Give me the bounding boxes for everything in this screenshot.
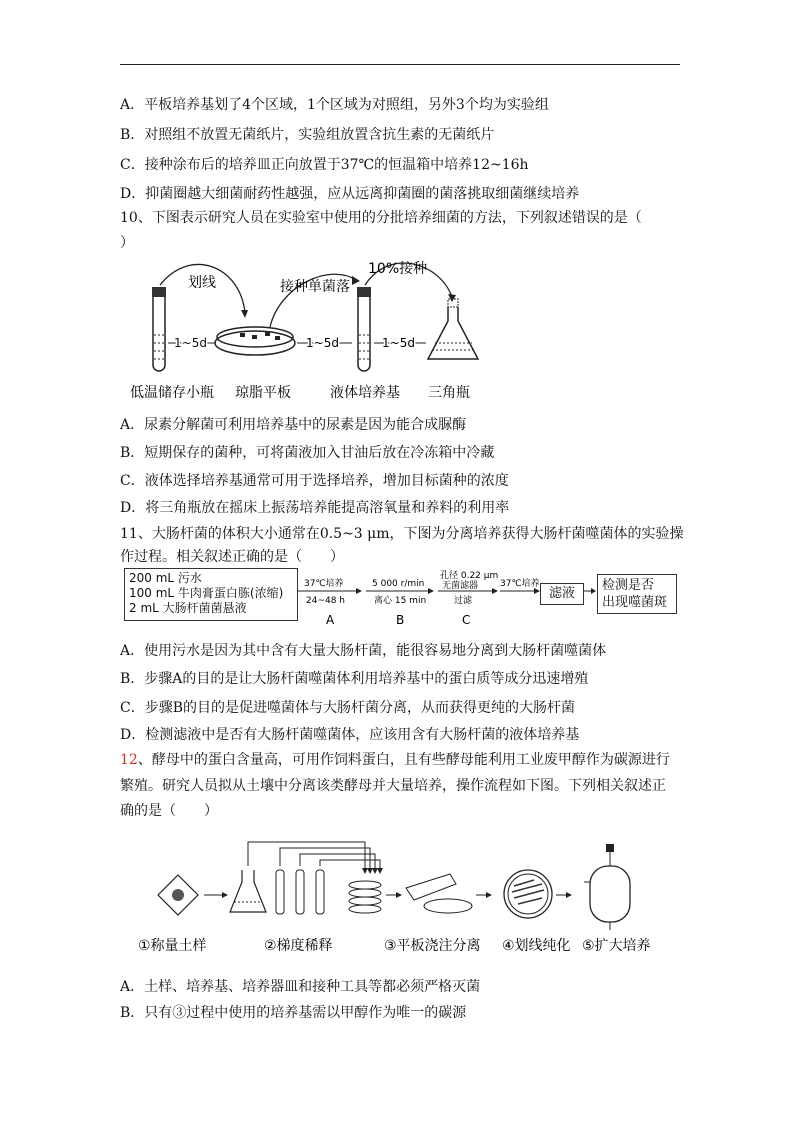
q11-stem-line1: 11、大肠杆菌的体积大小通常在0.5~3 μm，下图为分离培养获得大肠杆菌噬菌体的实验操 [120, 526, 684, 542]
q12-figure [130, 830, 690, 960]
step1-label: ①称量土样 [138, 938, 207, 954]
pour-plate-icon [406, 874, 472, 913]
q11-option-c: C．步骤B的目的是促进噬菌体与大肠杆菌分离，从而获得更纯的大肠杆菌 [120, 700, 575, 716]
agar-plate [215, 327, 295, 355]
storage-vial [152, 287, 166, 371]
q11-option-d: D．检测滤液中是否有大肠杆菌噬菌体，应该用含有大肠杆菌的液体培养基 [120, 727, 580, 743]
fermenter-icon [584, 844, 630, 930]
header-rule [120, 64, 680, 65]
stepC-label: C [462, 613, 471, 627]
streak-plate-icon [504, 870, 552, 918]
label-ten-percent: 10%接种 [368, 261, 428, 277]
step5-label: ⑤扩大培养 [582, 938, 651, 954]
stepD-top: 37℃培养 [500, 579, 540, 589]
q10-option-a: A．尿素分解菌可利用培养基中的尿素是因为能合成脲酶 [120, 417, 467, 433]
q9-option-b: B．对照组不放置无菌纸片，实验组放置含抗生素的无菌纸片 [120, 127, 495, 143]
stepA-bottom: 24~48 h [306, 596, 346, 606]
interval-3: 1~5d [382, 336, 415, 350]
q10-stem-line1: 10、下图表示研究人员在实验室中使用的分批培养细菌的方法，下列叙述错误的是（ [120, 210, 642, 226]
caption-storage: 低温储存小瓶 [130, 385, 214, 401]
q10-stem-line2: ） [120, 235, 134, 251]
q9-option-a: A．平板培养基划了4个区域，1个区域为对照组，另外3个均为实验组 [120, 97, 549, 113]
plate-stack-icon [349, 881, 381, 913]
interval-1: 1~5d [174, 336, 207, 350]
step2-label: ②梯度稀释 [264, 938, 333, 954]
q11-option-b: B．步骤A的目的是让大肠杆菌噬菌体利用培养基中的蛋白质等成分迅速增殖 [120, 671, 589, 687]
caption-plate: 琼脂平板 [235, 385, 291, 401]
box1-line2: 100 mL 牛肉膏蛋白胨(浓缩) [129, 586, 284, 600]
box3-line2: 出现噬菌斑 [602, 595, 668, 610]
liquid-tube [357, 287, 371, 371]
q12-option-b: B．只有③过程中使用的培养基需以甲醇作为唯一的碳源 [120, 1005, 467, 1021]
stepB-label: B [396, 613, 405, 627]
stepC-top: 孔径 0.22 μm [440, 571, 499, 581]
q12-stem-line1 [120, 749, 670, 769]
stepA-label: A [326, 613, 335, 627]
q11-input-box [124, 568, 298, 621]
stepC-mid: 无菌滤器 [442, 581, 479, 591]
q10-option-d: D．将三角瓶放在摇床上振荡培养能提高溶氧量和养料的利用率 [120, 500, 510, 516]
stepB-top: 5 000 r/min [372, 579, 425, 589]
box3-line1: 检测是否 [602, 578, 655, 593]
q10-option-c: C．液体选择培养基通常可用于选择培养，增加目标菌种的浓度 [120, 473, 509, 489]
q11-option-a: A．使用污水是因为其中含有大量大肠杆菌，能很容易地分离到大肠杆菌噬菌体 [120, 643, 607, 659]
q11-stem-line2: 作过程。相关叙述正确的是（ ） [120, 549, 344, 565]
q11-arrow-final [583, 584, 597, 598]
box1-line3: 2 mL 大肠杆菌菌悬液 [129, 601, 247, 615]
q12-stem-rest: 、酵母中的蛋白含量高，可用作饲料蛋白，且有些酵母能利用工业废甲醇作为碳源进行 [137, 752, 670, 768]
stepB-bottom: 离心 15 min [374, 596, 427, 606]
q12-stem-line2: 繁殖。研究人员拟从土壤中分离该类酵母并大量培养，操作流程如下图。下列相关叙述正 [120, 778, 666, 794]
caption-flask: 三角瓶 [428, 385, 470, 401]
step3-label: ③平板浇注分离 [384, 938, 481, 954]
q9-option-c: C．接种涂布后的培养皿正向放置于37℃的恒温箱中培养12~16h [120, 157, 529, 173]
interval-2: 1~5d [306, 336, 339, 350]
q12-option-a: A．土样、培养基、培养器皿和接种工具等都必须严格灭菌 [120, 979, 481, 995]
q11-detect-box [597, 574, 677, 614]
q12-number: 12 [120, 752, 138, 768]
label-single-colony: 接种单菌落 [280, 279, 350, 295]
step4-label: ④划线纯化 [502, 938, 571, 954]
q10-figure [130, 255, 510, 405]
box1-line1: 200 mL 污水 [129, 571, 202, 585]
q10-option-b: B．短期保存的菌种，可将菌液加入甘油后放在冷冻箱中冷藏 [120, 445, 495, 461]
stepA-top: 37℃培养 [304, 579, 344, 589]
dilution-series-icon [230, 842, 383, 914]
q12-stem-line3: 确的是（ ） [120, 803, 218, 819]
conical-flask [428, 299, 478, 359]
q9-option-d: D．抑菌圈越大细菌耐药性越强，应从远离抑菌圈的菌落挑取细菌继续培养 [120, 186, 580, 202]
q11-filtrate-box: 滤液 [540, 583, 584, 605]
caption-liquid: 液体培养基 [330, 385, 400, 401]
stepC-bottom: 过滤 [454, 596, 473, 606]
soil-sample-icon [158, 875, 198, 915]
label-streak: 划线 [188, 275, 216, 291]
